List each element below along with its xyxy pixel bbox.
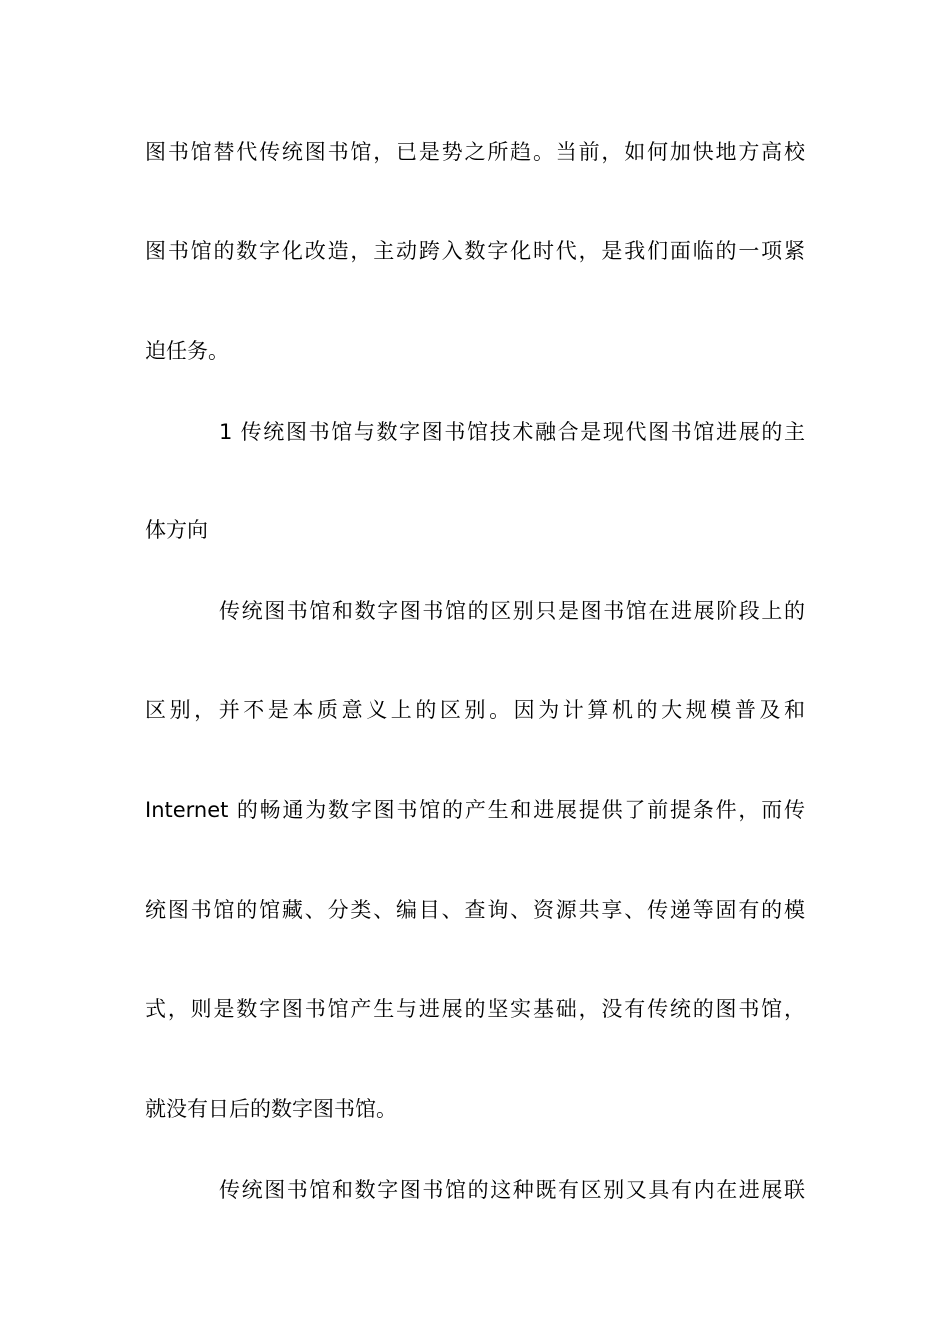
text-line-12: 传统图书馆和数字图书馆的这种既有区别又具有内在进展联 xyxy=(219,1178,805,1202)
section-heading-line-2: 体方向 xyxy=(145,518,208,542)
text-line-3: 迫任务。 xyxy=(145,339,229,363)
text-line-9: 统图书馆的馆藏、分类、编目、查询、资源共享、传递等固有的模 xyxy=(145,898,805,922)
text-line-11: 就没有日后的数字图书馆。 xyxy=(145,1097,397,1121)
text-line-7: 区别，并不是本质意义上的区别。因为计算机的大规模普及和 xyxy=(145,698,805,722)
text-line-2: 图书馆的数字化改造，主动跨入数字化时代，是我们面临的一项紧 xyxy=(145,239,805,263)
section-heading-line-1: 1 传统图书馆与数字图书馆技术融合是现代图书馆进展的主 xyxy=(219,420,805,444)
text-line-10: 式，则是数字图书馆产生与进展的坚实基础，没有传统的图书馆， xyxy=(145,997,805,1021)
text-line-6: 传统图书馆和数字图书馆的区别只是图书馆在进展阶段上的 xyxy=(219,599,805,623)
text-line-1: 图书馆替代传统图书馆，已是势之所趋。当前，如何加快地方高校 xyxy=(145,140,805,164)
text-line-8: Internet 的畅通为数字图书馆的产生和进展提供了前提条件，而传 xyxy=(145,798,805,822)
